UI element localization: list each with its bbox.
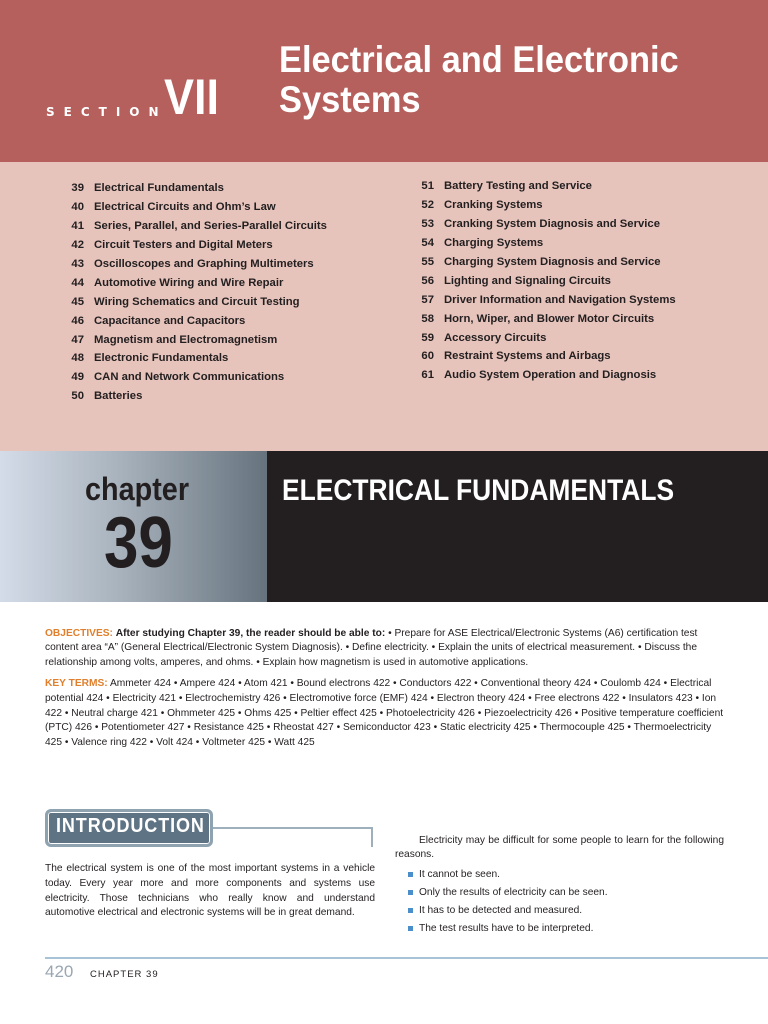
contents-item bbox=[406, 177, 676, 196]
chapter-title: Restraint Systems and Airbags bbox=[444, 350, 611, 363]
contents-list-left bbox=[56, 179, 327, 406]
contents-item bbox=[56, 273, 327, 292]
chapter-title: Lighting and Signaling Circuits bbox=[444, 274, 611, 287]
chapter-number: 60 bbox=[421, 350, 434, 363]
chapter-title: ELECTRICAL FUNDAMENTALS bbox=[282, 474, 675, 507]
key-terms-paragraph bbox=[45, 677, 725, 751]
reasons-list bbox=[408, 866, 608, 937]
chapter-label: chapter bbox=[85, 471, 190, 507]
chapter-title: Capacitance and Capacitors bbox=[94, 314, 246, 327]
page-number: 420 bbox=[45, 962, 74, 981]
chapter-title: Charging Systems bbox=[444, 237, 544, 250]
chapter-title: Automotive Wiring and Wire Repair bbox=[94, 276, 284, 289]
introduction-paragraph: The electrical system is one of the most important systems in a vehicle today. Every year more and more components and systems use electricity. Those technicians who really know and understand automotive electrical and electronic systems will be in great demand. bbox=[45, 863, 375, 919]
footer-chapter-label: CHAPTER 39 bbox=[90, 969, 159, 980]
contents-item bbox=[406, 196, 676, 215]
chapter-number: 50 bbox=[71, 390, 84, 403]
contents-item bbox=[406, 215, 676, 234]
list-item bbox=[408, 919, 608, 937]
section-title-line-1: Electrical and Electronic bbox=[279, 39, 679, 80]
section-contents bbox=[0, 162, 768, 451]
chapter-title: Wiring Schematics and Circuit Testing bbox=[94, 295, 300, 308]
section-title bbox=[279, 40, 679, 120]
chapter-number: 55 bbox=[421, 256, 434, 268]
chapter-number: 43 bbox=[71, 258, 84, 270]
contents-item bbox=[406, 366, 676, 385]
contents-list-right bbox=[406, 177, 676, 385]
chapter-number: 57 bbox=[421, 293, 434, 306]
list-item-text: It has to be detected and measured. bbox=[419, 904, 583, 916]
contents-item bbox=[406, 290, 676, 309]
chapter-title: Cranking System Diagnosis and Service bbox=[444, 218, 660, 231]
contents-item bbox=[406, 271, 676, 290]
square-bullet-icon bbox=[408, 926, 413, 931]
chapter-title: Series, Parallel, and Series-Parallel Circuits bbox=[94, 220, 327, 233]
square-bullet-icon bbox=[408, 890, 413, 895]
section-label: SECTION bbox=[46, 105, 168, 119]
contents-item bbox=[56, 387, 327, 406]
chapter-title: Electrical Fundamentals bbox=[94, 182, 224, 195]
objectives-lead: After studying Chapter 39, the reader should be able to: bbox=[115, 628, 386, 639]
objectives-paragraph bbox=[45, 627, 725, 670]
chapter-title: Horn, Wiper, and Blower Motor Circuits bbox=[444, 312, 655, 325]
chapter-title: CAN and Network Communications bbox=[94, 371, 285, 384]
chapter-number: 51 bbox=[421, 180, 434, 193]
chapter-number-large: 39 bbox=[104, 503, 173, 583]
chapter-number: 53 bbox=[421, 218, 434, 231]
section-title-line-2: Systems bbox=[279, 79, 421, 120]
right-column-paragraph: Electricity may be difficult for some people to learn for the following reasons. bbox=[395, 835, 724, 861]
list-item bbox=[408, 866, 608, 884]
chapter-number: 49 bbox=[71, 371, 84, 384]
chapter-title: Electrical Circuits and Ohm’s Law bbox=[94, 201, 276, 214]
contents-item bbox=[56, 292, 327, 311]
objectives-body: • Prepare for ASE Electrical/Electronic Systems (A6) certification test content area “A” (General Electrical/Electronic System Diagnosis). • Define electricity. • Explain the units of electrical measurement. • Discuss the relationship among volts, amperes, and ohms. • Explain how magnetism is used in automotive applications. bbox=[45, 628, 698, 668]
chapter-title: Oscilloscopes and Graphing Multimeters bbox=[94, 258, 314, 270]
chapter-title: Magnetism and Electromagnetism bbox=[94, 333, 278, 346]
contents-item bbox=[56, 179, 327, 198]
contents-item bbox=[406, 328, 676, 347]
chapter-title: Charging System Diagnosis and Service bbox=[444, 256, 661, 268]
chapter-title: Cranking Systems bbox=[444, 199, 543, 212]
contents-item bbox=[56, 255, 327, 274]
contents-item bbox=[406, 347, 676, 366]
list-item-text: The test results have to be interpreted. bbox=[419, 922, 594, 934]
contents-item bbox=[56, 236, 327, 255]
square-bullet-icon bbox=[408, 908, 413, 913]
section-number: VII bbox=[164, 69, 220, 125]
contents-item bbox=[56, 349, 327, 368]
chapter-number: 46 bbox=[71, 314, 84, 327]
chapter-number: 40 bbox=[71, 201, 84, 214]
chapter-title: Batteries bbox=[94, 390, 143, 403]
chapter-title: Audio System Operation and Diagnosis bbox=[444, 369, 657, 382]
chapter-number: 48 bbox=[71, 352, 84, 365]
chapter-number: 59 bbox=[421, 331, 434, 344]
chapter-number: 58 bbox=[421, 312, 434, 325]
contents-item bbox=[56, 330, 327, 349]
contents-item bbox=[406, 309, 676, 328]
introduction-heading: INTRODUCTION bbox=[56, 815, 205, 837]
key-terms-body: Ammeter 424 • Ampere 424 • Atom 421 • Bound electrons 422 • Conductors 422 • Conventional theory 424 • Coulomb 424 • Electrical potential 424 • Electricity 421 • Electrochemistry 426 • Electromotive force (EMF) 424 • Electron theory 424 • Free electrons 422 • Insulators 423 • Ion 422 • Neutral charge 421 • Ohmmeter 425 • Ohms 425 • Peltier effect 425 • Photoelectricity 426 • Piezoelectricity 426 • Positive temperature coefficient (PTC) 426 • Potentiometer 427 • Resistance 425 • Rheostat 427 • Semiconductor 423 • Static electricity 425 • Thermocouple 425 • Thermoelectricity 425 • Valence ring 422 • Volt 424 • Voltmeter 425 • Watt 425 bbox=[45, 678, 724, 749]
chapter-number: 44 bbox=[71, 276, 84, 289]
contents-item bbox=[56, 368, 327, 387]
contents-item bbox=[56, 217, 327, 236]
objectives-label: OBJECTIVES: bbox=[45, 628, 113, 639]
list-item-text: It cannot be seen. bbox=[419, 869, 500, 881]
chapter-number: 45 bbox=[71, 295, 84, 308]
chapter-title: Battery Testing and Service bbox=[444, 180, 592, 193]
chapter-number: 52 bbox=[421, 199, 434, 212]
square-bullet-icon bbox=[408, 872, 413, 877]
key-terms-label: KEY TERMS: bbox=[45, 678, 108, 689]
contents-item bbox=[406, 253, 676, 272]
introduction-rule-end bbox=[371, 827, 373, 847]
contents-item bbox=[406, 234, 676, 253]
chapter-number: 47 bbox=[71, 333, 84, 346]
chapter-number: 42 bbox=[71, 239, 84, 252]
chapter-number: 41 bbox=[71, 220, 84, 233]
list-item bbox=[408, 884, 608, 902]
chapter-number: 61 bbox=[421, 369, 434, 382]
footer-rule bbox=[45, 957, 768, 959]
chapter-title: Accessory Circuits bbox=[444, 331, 547, 344]
chapter-title: Driver Information and Navigation Systems bbox=[444, 293, 676, 306]
introduction-rule bbox=[213, 827, 373, 829]
contents-item bbox=[56, 198, 327, 217]
chapter-number: 39 bbox=[71, 182, 84, 195]
chapter-number: 56 bbox=[421, 274, 434, 287]
chapter-title: Electronic Fundamentals bbox=[94, 352, 229, 365]
chapter-number: 54 bbox=[421, 237, 434, 250]
list-item bbox=[408, 902, 608, 920]
contents-item bbox=[56, 311, 327, 330]
chapter-title: Circuit Testers and Digital Meters bbox=[94, 239, 273, 252]
list-item-text: Only the results of electricity can be seen. bbox=[419, 887, 608, 899]
